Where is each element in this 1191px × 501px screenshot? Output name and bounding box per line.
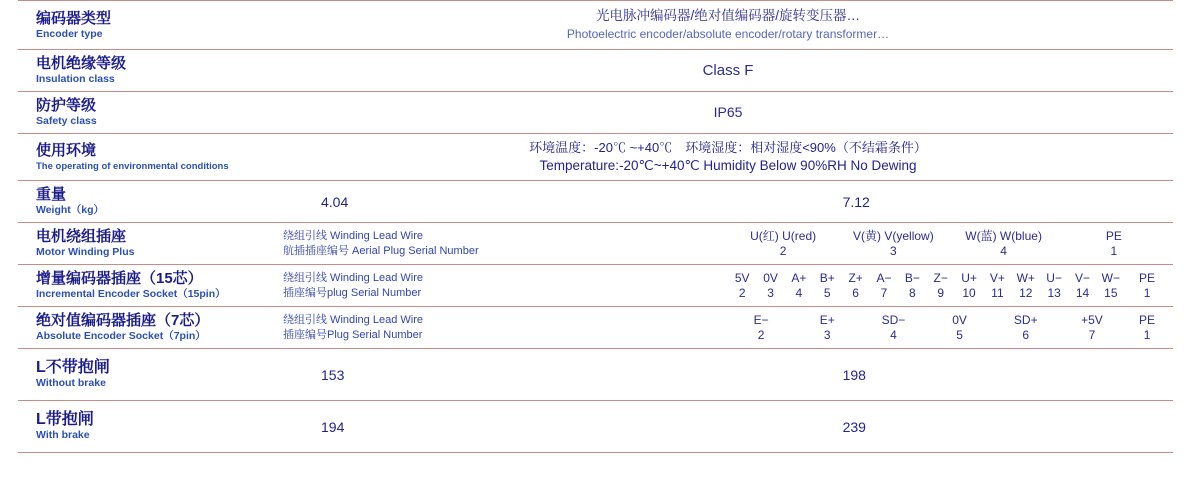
sub-label-serial-number: 航插插座编号 Aerial Plug Serial Number — [283, 244, 479, 257]
pin-number: 14 — [1075, 285, 1090, 300]
label-cn: 电机绝缘等级 — [36, 55, 127, 72]
value-text: IP65 — [713, 104, 743, 120]
row-label-incremental-encoder-socket — [18, 265, 283, 307]
pin-number: 6 — [852, 285, 859, 300]
row-pins-motor-winding-plug — [728, 223, 1173, 265]
label-en: With brake — [36, 429, 90, 441]
value-left: 194 — [321, 418, 345, 435]
table-row — [18, 50, 1173, 92]
table-row — [18, 401, 1173, 453]
pin-number: 5 — [823, 285, 831, 300]
label-cn: 防护等级 — [36, 97, 97, 114]
row-label-weight — [18, 181, 283, 223]
value-en: Temperature:-20℃~+40℃ Humidity Below 90%RH No Dewing — [539, 158, 917, 173]
pin-name: B+ — [819, 270, 835, 285]
row-label-operating-environment — [18, 134, 283, 181]
value-right: 239 — [842, 418, 866, 435]
pin-number: 3 — [767, 285, 774, 300]
pin-name-pe: PE — [1139, 312, 1156, 327]
pin-name: V+ — [989, 270, 1005, 285]
table-row — [18, 92, 1173, 134]
value-right: 198 — [842, 366, 866, 383]
pin-name: W− — [1101, 270, 1121, 285]
pin-name: 0V — [952, 312, 967, 327]
row-sublabels-absolute-encoder-socket — [283, 307, 728, 349]
label-cn: 电机绕组插座 — [36, 228, 127, 245]
value-left: 153 — [321, 366, 345, 383]
row-value-length-with-brake — [283, 401, 1173, 453]
sub-label-winding-lead-wire: 绕组引线 Winding Lead Wire — [283, 271, 423, 284]
pin-name: E− — [753, 312, 769, 327]
pin-name: SD− — [881, 312, 906, 327]
label-cn: L带抱闸 — [36, 411, 94, 428]
pin-name: B− — [904, 270, 920, 285]
pin-name-pe: PE — [1105, 228, 1122, 243]
label-cn: 编码器类型 — [36, 9, 112, 27]
table-row — [18, 223, 1173, 265]
row-label-absolute-encoder-socket — [18, 307, 283, 349]
row-value-safety-class — [283, 92, 1173, 134]
pin-number: 5 — [956, 327, 963, 342]
label-en: Safety class — [36, 115, 97, 127]
pin-number: 11 — [991, 285, 1004, 300]
pin-number: 13 — [1047, 285, 1061, 300]
pin-name: A− — [876, 270, 892, 285]
pin-name: W(蓝) W(blue) — [965, 228, 1042, 243]
pin-name: A+ — [791, 270, 807, 285]
value-left: 4.04 — [321, 193, 349, 210]
sub-label-winding-lead-wire: 绕组引线 Winding Lead Wire — [283, 229, 423, 242]
pin-number: 10 — [962, 285, 976, 300]
pin-number: 4 — [890, 327, 897, 342]
pin-number: 2 — [738, 285, 746, 300]
pin-name: U− — [1046, 270, 1062, 285]
pin-name: W+ — [1016, 270, 1035, 285]
row-label-length-with-brake — [18, 401, 283, 453]
pin-name: +5V — [1081, 312, 1103, 327]
label-en: Without brake — [36, 377, 106, 389]
label-cn: 增量编码器插座（15芯） — [36, 270, 203, 287]
pin-name: U(红) U(red) — [750, 228, 817, 243]
label-en: Insulation class — [36, 73, 115, 85]
pin-number: 12 — [1019, 285, 1033, 300]
row-value-operating-environment — [283, 134, 1173, 181]
value-cn: 环境温度：-20℃ ~+40℃ 环境湿度：相对湿度<90%（不结霜条件） — [529, 140, 927, 155]
pin-name: SD+ — [1013, 312, 1038, 327]
row-value-encoder-type — [283, 1, 1173, 50]
pin-number: 6 — [1022, 327, 1030, 342]
pin-number: 7 — [880, 285, 888, 300]
pin-name: V− — [1074, 270, 1090, 285]
label-cn: 绝对值编码器插座（7芯） — [36, 312, 210, 329]
value-cn: 光电脉冲编码器/绝对值编码器/旋转变压器… — [595, 8, 860, 23]
label-cn: 重量 — [36, 186, 67, 203]
pin-number-pe: 1 — [1110, 243, 1118, 258]
label-en: Absolute Encoder Socket（7pin） — [36, 330, 206, 342]
sub-label-serial-number: 插座编号Plug Serial Number — [283, 328, 423, 341]
pin-number: 4 — [795, 285, 803, 300]
sub-label-winding-lead-wire: 绕组引线 Winding Lead Wire — [283, 313, 423, 326]
row-sublabels-incremental-encoder-socket — [283, 265, 728, 307]
pin-name: 5V — [734, 270, 750, 285]
table-row — [18, 1, 1173, 50]
label-en: Encoder type — [36, 27, 103, 40]
pin-number: 15 — [1104, 285, 1118, 300]
row-label-insulation-class — [18, 50, 283, 92]
row-label-encoder-type — [18, 1, 283, 50]
pin-name: 0V — [763, 270, 778, 285]
label-en: Weight（kg） — [36, 204, 105, 216]
label-cn: L不带抱闸 — [36, 359, 110, 376]
table-row — [18, 307, 1173, 349]
row-pins-absolute-encoder-socket — [728, 307, 1173, 349]
pin-name: V(黄) V(yellow) — [853, 228, 934, 243]
table-row — [18, 349, 1173, 401]
label-en: Incremental Encoder Socket（15pin） — [36, 288, 226, 300]
pin-name: Z+ — [848, 270, 863, 285]
pin-number: 4 — [1000, 243, 1007, 258]
row-label-motor-winding-plug — [18, 223, 283, 265]
pin-number: 3 — [890, 243, 897, 258]
pin-number: 2 — [757, 327, 765, 342]
value-text: Class F — [702, 62, 754, 79]
value-right: 7.12 — [842, 193, 870, 210]
row-label-safety-class — [18, 92, 283, 134]
row-label-length-without-brake — [18, 349, 283, 401]
pin-number-pe: 1 — [1143, 285, 1151, 300]
pin-number: 2 — [779, 243, 787, 258]
pin-number: 8 — [908, 285, 916, 300]
pin-name: U+ — [961, 270, 977, 285]
pin-name: E+ — [819, 312, 835, 327]
label-en: The operating of environmental conditions — [36, 160, 229, 172]
pin-name-pe: PE — [1139, 270, 1156, 285]
table-row — [18, 181, 1173, 223]
row-value-weight — [283, 181, 1173, 223]
pin-number: 9 — [937, 285, 945, 300]
row-pins-incremental-encoder-socket — [728, 265, 1173, 307]
pin-number-pe: 1 — [1143, 327, 1151, 342]
pin-number: 7 — [1088, 327, 1096, 342]
table-row — [18, 265, 1173, 307]
table-row — [18, 134, 1173, 181]
label-en: Motor Winding Plus — [36, 246, 135, 258]
row-value-length-without-brake — [283, 349, 1173, 401]
row-sublabels-motor-winding-plug — [283, 223, 728, 265]
specification-table — [18, 0, 1173, 453]
pin-number: 3 — [823, 327, 831, 342]
sub-label-serial-number: 插座编号plug Serial Number — [283, 286, 422, 299]
pin-name: Z− — [933, 270, 948, 285]
label-cn: 使用环境 — [36, 141, 97, 159]
value-en: Photoelectric encoder/absolute encoder/rotary transformer… — [566, 27, 890, 41]
row-value-insulation-class — [283, 50, 1173, 92]
